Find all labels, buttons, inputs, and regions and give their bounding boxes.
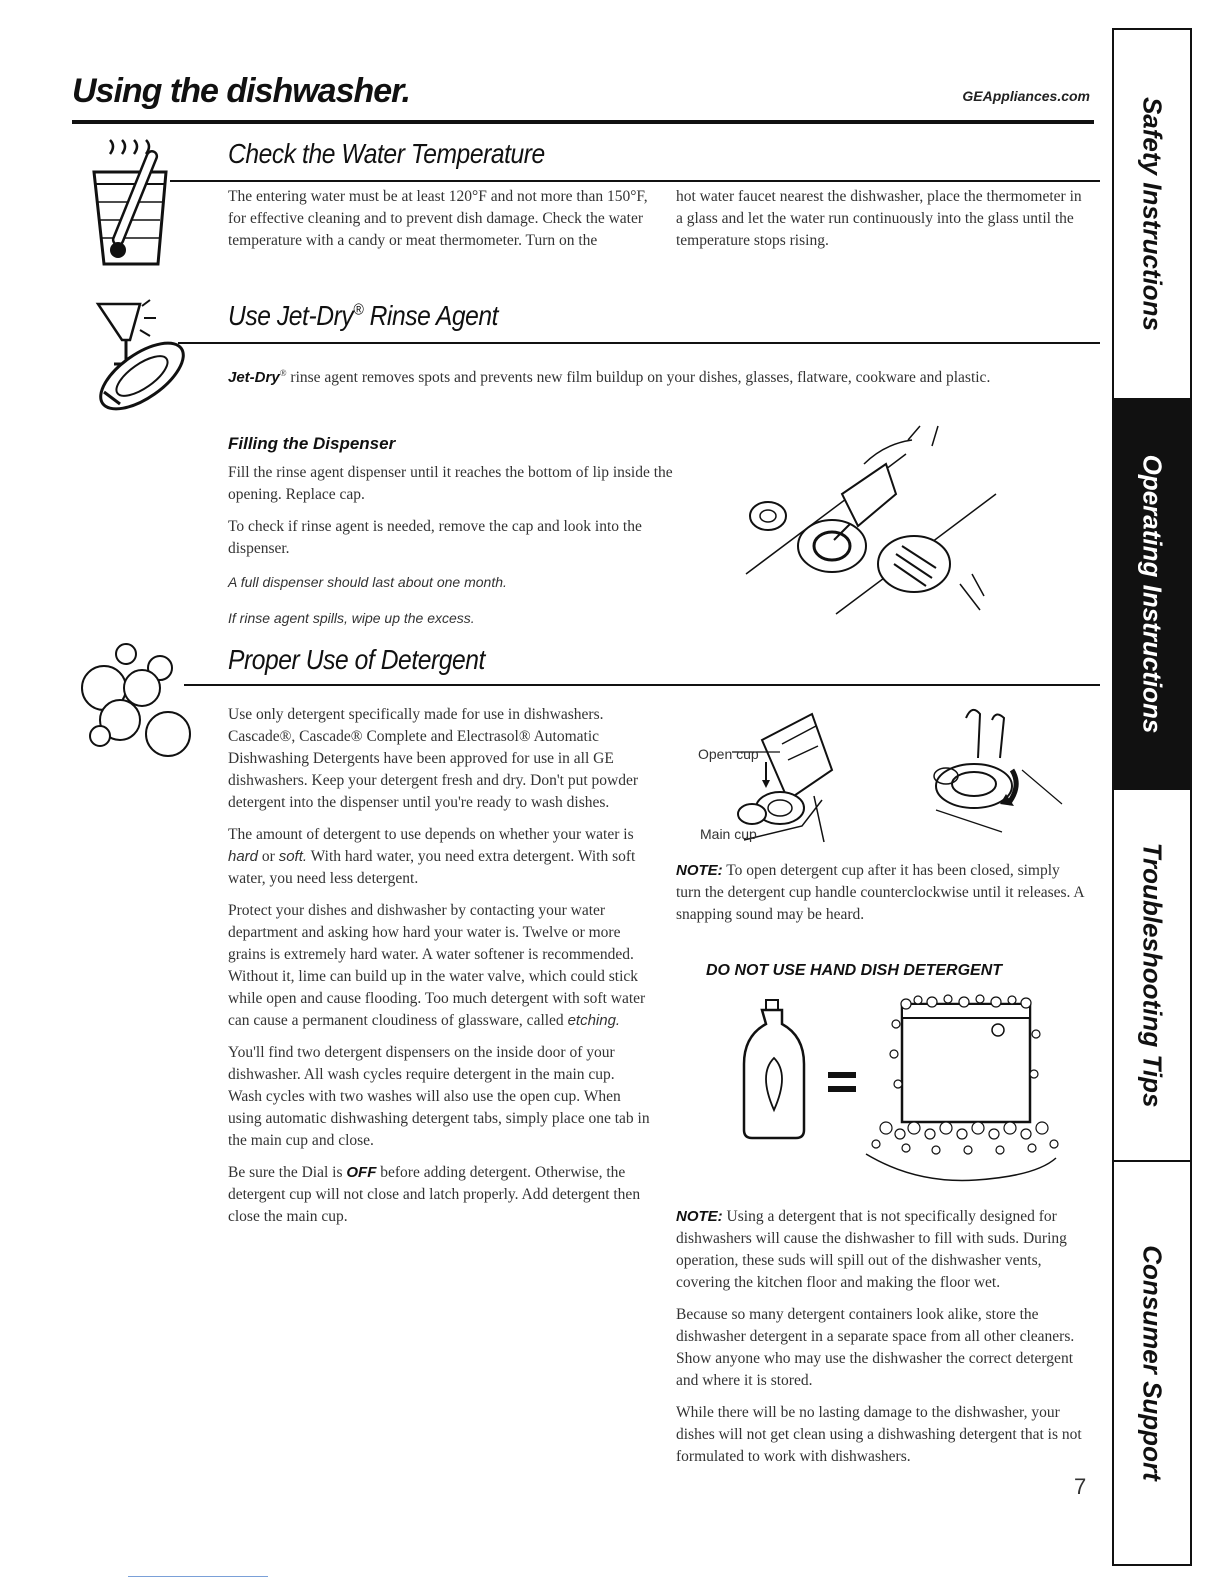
detergent-left-column: [228, 704, 652, 1238]
jet-dry-title-rest: Rinse Agent: [363, 300, 499, 331]
website-label[interactable]: GEAppliances.com: [962, 88, 1090, 104]
detergent-paragraph-5: [228, 1162, 652, 1228]
emphasis-etching: etching.: [567, 1012, 621, 1029]
note-suds: [676, 1206, 1090, 1294]
text-run: Protect your dishes and dishwasher by contacting your water department and asking how hard your water is. Twelve or more grains is extremely hard water. A water softener is recommended. Without it, lime can build up in the water valve, which could stick while open and cause flooding. Too much detergent with soft water can cause a permanent cloudiness of glassware, called: [228, 902, 646, 1029]
note-label: NOTE:: [676, 862, 723, 879]
jet-dry-title-text: Use Jet-Dry: [228, 300, 354, 331]
fill-note-2: If rinse agent spills, wipe up the excess.: [228, 610, 475, 626]
registered-mark: ®: [353, 301, 364, 319]
jet-dry-lead: Jet-Dry: [228, 369, 280, 387]
header-rule: [72, 120, 1094, 124]
open-cup-label: Open cup: [698, 746, 759, 762]
text-run: before adding detergent. Otherwise, the detergent cup will not close and latch properly. Add detergent then close the main cup.: [228, 1164, 641, 1225]
section-rule: [178, 342, 1100, 344]
detergent-paragraph-7: While there will be no lasting damage to the dishwasher, your dishes will not get clean using a dishwashing detergent that is not formulated to work with dishwashers.: [676, 1404, 1082, 1465]
detergent-paragraph-4: You'll find two detergent dispensers on the inside door of your dishwasher. All wash cycles require detergent in the main cup. Wash cycles with two washes will also use the open cup. When using automatic dishwashing detergent tabs, simply place one tab in the main cup and close.: [228, 1044, 650, 1149]
note-text: To open detergent cup after it has been closed, simply turn the detergent cup handle counterclockwise until it releases. A snapping sound may be heard.: [676, 862, 1084, 923]
rinse-dispenser-illustration: [746, 424, 996, 614]
page-number: 7: [1074, 1474, 1087, 1499]
emphasis-hard: hard: [228, 848, 259, 865]
bubbles-icon: [80, 640, 190, 760]
section-title-detergent: Proper Use of Detergent: [228, 644, 485, 675]
filling-dispenser-text: [228, 462, 698, 570]
tab-operating-instructions[interactable]: [1114, 400, 1190, 790]
text-run: With hard water, you need extra detergent. With soft water, you need less detergent.: [228, 848, 636, 887]
emphasis-off: OFF: [346, 1164, 377, 1181]
section-tabs: [1112, 28, 1192, 1566]
tab-label: Operating Instructions: [1137, 454, 1168, 734]
jet-dry-text: [228, 362, 1008, 389]
thermometer-glass-icon: [86, 142, 182, 272]
section-title-jet-dry: [228, 300, 498, 332]
fill-paragraph-2: To check if rinse agent is needed, remove the cap and look into the dispenser.: [228, 518, 642, 557]
filling-dispenser-heading: Filling the Dispenser: [228, 434, 396, 453]
hand-detergent-suds-illustration: [736, 994, 1076, 1200]
text-run: The amount of detergent to use depends on whether your water is: [228, 826, 634, 843]
detergent-paragraph-1: Use only detergent specifically made for use in dishwashers. Cascade®, Cascade® Complete and Electrasol® Automatic Dishwashing Detergents have been approved for use in all GE dishwashers. Keep your detergent fresh and dry. Don't put powder detergent into the dispenser until you're ready to wash dishes.: [228, 706, 638, 811]
section-rule: [184, 684, 1100, 686]
detergent-right-column: [676, 1206, 1090, 1478]
note-label: NOTE:: [676, 1208, 723, 1225]
jet-dry-body: rinse agent removes spots and prevents new film buildup on your dishes, glasses, flatware, cookware and plastic.: [286, 369, 991, 387]
water-temp-text-col2: hot water faucet nearest the dishwasher, place the thermometer in a glass and let the water run continuously into the glass until the temperature stops rising.: [676, 188, 1082, 249]
main-cup-label: Main cup: [700, 826, 757, 842]
footer-link-underline: [128, 1576, 268, 1577]
emphasis-soft: soft.: [278, 848, 308, 865]
water-temp-text-col1: The entering water must be at least 120°F and not more than 150°F, for effective cleaning and to prevent dish damage. Check the water temperature with a candy or meat thermometer. Turn on the: [228, 188, 648, 249]
glass-and-plate-icon: [80, 296, 200, 412]
detergent-paragraph-6: Because so many detergent containers look alike, store the dishwasher detergent in a separate space from all other cleaners. Show anyone who may use the dishwasher the correct detergent and where it is stored.: [676, 1306, 1075, 1389]
warning-hand-detergent: DO NOT USE HAND DISH DETERGENT: [706, 962, 1003, 979]
tab-label: Consumer Support: [1137, 1245, 1168, 1481]
tab-label: Troubleshooting Tips: [1137, 842, 1168, 1108]
note-text: Using a detergent that is not specifically designed for dishwashers will cause the dishwasher to fill with suds. During operation, these suds will spill out of the dishwasher vents, covering the kitchen floor and making the floor wet.: [676, 1208, 1067, 1291]
detergent-paragraph-2: [228, 824, 652, 890]
tab-troubleshooting-tips[interactable]: [1114, 790, 1190, 1162]
section-rule: [170, 180, 1100, 182]
section-title-water-temperature: Check the Water Temperature: [228, 138, 545, 169]
registered-mark: ®: [279, 368, 287, 378]
text-run: Be sure the Dial is: [228, 1164, 347, 1181]
text-run: or: [258, 848, 279, 865]
detergent-paragraph-3: [228, 900, 652, 1032]
tab-label: Safety Instructions: [1137, 96, 1168, 332]
fill-paragraph-1: Fill the rinse agent dispenser until it reaches the bottom of lip inside the opening. Replace cap.: [228, 464, 673, 503]
fill-note-1: A full dispenser should last about one month.: [228, 574, 507, 590]
tab-safety-instructions[interactable]: [1114, 30, 1190, 400]
page-title: Using the dishwasher.: [72, 72, 410, 110]
tab-consumer-support[interactable]: [1114, 1162, 1190, 1564]
note-detergent-cup: [676, 860, 1086, 926]
